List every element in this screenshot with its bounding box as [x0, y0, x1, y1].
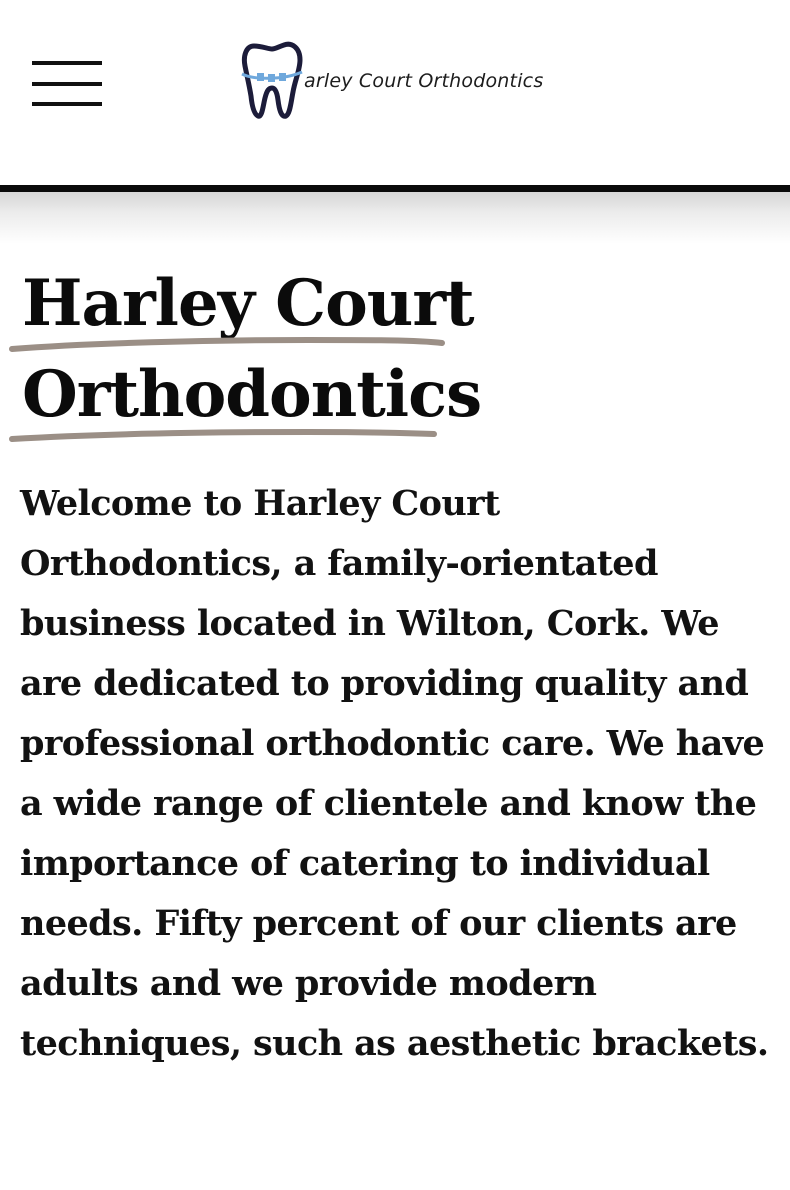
logo-text: arley Court Orthodontics [304, 70, 544, 92]
site-logo[interactable] [240, 40, 560, 120]
hamburger-menu-button[interactable] [32, 61, 102, 107]
page-title-line-2: Orthodontics [22, 357, 482, 432]
page-title [0, 260, 790, 460]
brush-underline-decoration [8, 426, 442, 446]
header-divider [0, 185, 790, 192]
menu-bar-icon [32, 82, 102, 86]
intro-paragraph: Welcome to Harley Court Orthodontics, a family-orientated business located in Wilton, Cork. We are dedicated to providing quality and professional orthodontic care. We have a wide range of clientele and know the importance of catering to individual needs. Fifty percent of our clients are adults and we provide modern techniques, such as aesthetic brackets. [20, 483, 769, 1064]
menu-bar-icon [32, 61, 102, 65]
site-header [0, 0, 790, 185]
menu-bar-icon [32, 102, 102, 106]
page-title-line-1: Harley Court [22, 266, 474, 341]
brush-underline-decoration [8, 337, 448, 357]
tooth-braces-icon [240, 40, 304, 120]
header-shadow [0, 192, 790, 244]
